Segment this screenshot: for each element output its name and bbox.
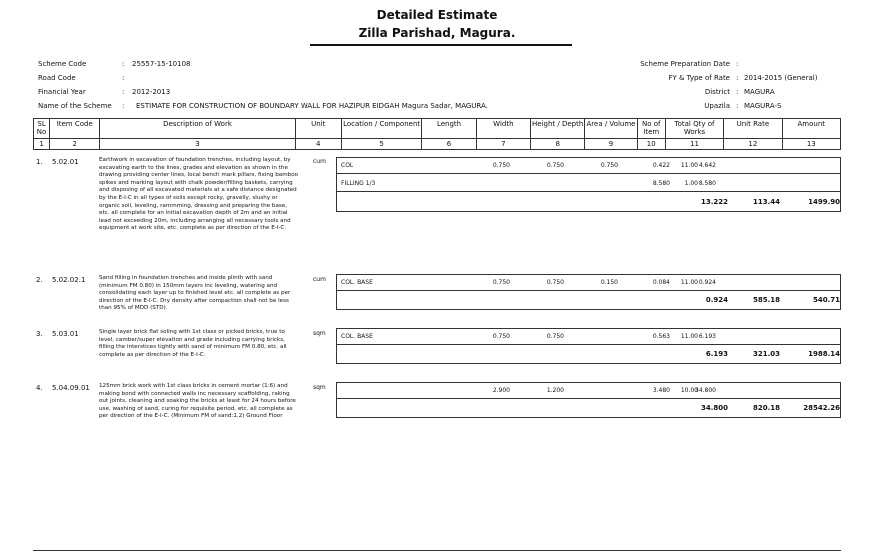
col-header-unit-rate: Unit Rate	[724, 119, 782, 139]
meta-value-scheme-name: ESTIMATE FOR CONSTRUCTION OF BOUNDARY WALL FOR HAZIPUR EIDGAH Magura Sadar, MAGURA.	[136, 102, 488, 110]
col-header-sl: SL No	[34, 119, 50, 139]
cell-area: 0.563	[652, 333, 670, 340]
item-total-row	[337, 192, 840, 212]
total-qty: 6.193	[705, 350, 728, 358]
meta-label-fy-rate: FY & Type of Rate	[668, 74, 730, 82]
total-unit-rate: 820.18	[752, 404, 780, 412]
cell-length: 0.750	[492, 279, 510, 286]
col-header-description: Description of Work	[100, 119, 295, 139]
cell-area: 3.480	[652, 387, 670, 394]
col-header-location: Location / Component	[341, 119, 421, 139]
meta-label-prep-date: Scheme Preparation Date	[640, 60, 730, 68]
total-amount: 28542.26	[803, 404, 840, 412]
item-description: Sand filling in foundation trenches and inside plinth with sand (minimum FM 0.80) in 150mm layers inc leveling, watering and consolidating each layer up to finished level etc. all complete as per direction of the E-I-C. Dry density after compaction shall not be less than 95% of MDD (STD).	[99, 275, 291, 312]
measurement-row	[337, 275, 840, 291]
item-code: 5.02.01	[52, 158, 79, 166]
cell-no-item: 11.00	[680, 162, 698, 169]
item-description: 125mm brick work with 1st class bricks in cement mortar (1:6) and making bond with connected walls inc necessary scaffolding, raking out joints, cleaning and soaking the bricks at least for 24 hours before use, washing of sand, curing for requisite period, etc. all complete as per direction of the E-I-C. (Minimum FM of sand:1.2) Ground Floor	[99, 383, 296, 420]
col-number: 11	[665, 139, 723, 150]
col-number: 5	[341, 139, 421, 150]
meta-value-scheme-code: 25557-15-10108	[132, 60, 191, 68]
total-unit-rate: 585.18	[752, 296, 780, 304]
document-subtitle: Zilla Parishad, Magura.	[358, 26, 516, 40]
meta-colon: :	[736, 88, 739, 96]
col-header-length: Length	[422, 119, 476, 139]
meta-colon: :	[122, 74, 125, 82]
item-code: 5.02.02.1	[52, 276, 86, 284]
cell-no-item: 11.00	[680, 333, 698, 340]
measurement-row	[337, 174, 840, 192]
col-number: 10	[637, 139, 665, 150]
measurement-row	[337, 158, 840, 174]
meta-label-road-code: Road Code	[38, 74, 76, 82]
col-number: 1	[34, 139, 50, 150]
col-header-amount: Amount	[782, 119, 840, 139]
meta-value-upazila: MAGURA-S	[744, 102, 782, 110]
cell-width: 0.750	[546, 162, 564, 169]
cell-total-qty: 8.580	[698, 180, 716, 187]
cell-area: 0.422	[652, 162, 670, 169]
item-total-row	[337, 291, 840, 310]
meta-colon: :	[122, 102, 125, 110]
total-amount: 1499.90	[808, 198, 840, 206]
total-qty: 34.800	[700, 404, 728, 412]
cell-location: COL. BASE	[341, 279, 373, 286]
cell-no-item: 1.00	[684, 180, 698, 187]
cell-height: 0.150	[600, 279, 618, 286]
meta-colon: :	[736, 102, 739, 110]
cell-length: 0.750	[492, 162, 510, 169]
cell-width: 0.750	[546, 279, 564, 286]
col-number: 3	[100, 139, 295, 150]
col-number: 8	[531, 139, 585, 150]
col-number: 6	[422, 139, 476, 150]
cell-area: 0.084	[652, 279, 670, 286]
col-header-height: Height / Depth	[531, 119, 585, 139]
meta-colon: :	[122, 60, 125, 68]
item-unit: sqm	[313, 330, 326, 337]
item-description: Single layer brick flat soling with 1st class or picked bricks, true to level, camber/super elevation and grade including carrying bricks, filling the interstices tightly with sand of minimum FM 0.80, etc. all complete as per direction of the E-I-C.	[99, 329, 287, 358]
item-unit: cum	[313, 276, 326, 283]
measurement-box	[336, 274, 841, 310]
cell-height: 0.750	[600, 162, 618, 169]
col-number: 13	[782, 139, 840, 150]
estimate-header-table	[33, 118, 841, 150]
item-sl: 2.	[36, 276, 43, 284]
cell-length: 0.750	[492, 333, 510, 340]
cell-location: COL. BASE	[341, 333, 373, 340]
measurement-box	[336, 328, 841, 364]
total-unit-rate: 321.03	[752, 350, 780, 358]
col-header-no-item: No of Item	[637, 119, 665, 139]
cell-width: 1.200	[546, 387, 564, 394]
total-qty: 13.222	[700, 198, 728, 206]
cell-area: 8.580	[652, 180, 670, 187]
col-number: 7	[476, 139, 530, 150]
page-bottom-rule	[33, 550, 841, 551]
col-number: 4	[295, 139, 341, 150]
total-amount: 1988.14	[808, 350, 840, 358]
cell-no-item: 11.00	[680, 279, 698, 286]
title-underline	[310, 44, 572, 46]
col-number: 12	[724, 139, 782, 150]
total-unit-rate: 113.44	[752, 198, 780, 206]
cell-location: COL	[341, 162, 354, 169]
meta-value-district: MAGURA	[744, 88, 775, 96]
total-qty: 0.924	[705, 296, 728, 304]
item-unit: cum	[313, 158, 326, 165]
meta-label-upazila: Upazila	[704, 102, 730, 110]
item-total-row	[337, 345, 840, 364]
measurement-box	[336, 382, 841, 418]
col-header-area: Area / Volume	[585, 119, 637, 139]
col-header-item-code: Item Code	[50, 119, 100, 139]
cell-length: 2.900	[492, 387, 510, 394]
col-header-width: Width	[476, 119, 530, 139]
meta-value-financial-year: 2012-2013	[132, 88, 171, 96]
col-number: 9	[585, 139, 637, 150]
column-number-row	[34, 139, 841, 150]
item-total-row	[337, 399, 840, 418]
meta-label-financial-year: Financial Year	[38, 88, 86, 96]
column-header-row	[34, 119, 841, 139]
measurement-box	[336, 157, 841, 212]
cell-total-qty: 0.924	[698, 279, 716, 286]
col-header-unit: Unit	[295, 119, 341, 139]
cell-total-qty: 4.642	[698, 162, 716, 169]
measurement-row	[337, 383, 840, 399]
meta-colon: :	[736, 74, 739, 82]
cell-no-item: 10.00	[680, 387, 698, 394]
item-sl: 3.	[36, 330, 43, 338]
col-number: 2	[50, 139, 100, 150]
item-sl: 1.	[36, 158, 43, 166]
total-amount: 540.71	[812, 296, 840, 304]
cell-width: 0.750	[546, 333, 564, 340]
measurement-row	[337, 329, 840, 345]
item-sl: 4.	[36, 384, 43, 392]
meta-colon: :	[122, 88, 125, 96]
meta-label-district: District	[704, 88, 730, 96]
item-code: 5.03.01	[52, 330, 79, 338]
document-title: Detailed Estimate	[376, 8, 498, 22]
cell-total-qty: 6.193	[698, 333, 716, 340]
meta-value-fy-rate: 2014-2015 (General)	[744, 74, 818, 82]
meta-colon: :	[736, 60, 739, 68]
meta-label-scheme-name: Name of the Scheme	[38, 102, 112, 110]
item-description: Earthwork in excavation of foundation trenches, including layout, by excavating earth to the lines, grades and elevation as shown in the drawing providing center lines, local bench mark pillars, fixing bamboo spikes and marking layout with chalk powder/filling baskets, carrying and disposing of all excavated materials at a safe distance designated by the E-I-C in all types of soils except rocky, gravelly, slushy or organic soil, leveling, rammming, dressing and preparing the base, etc. all complete for an initial excavation depth of 2m and an initial lead not exceeding 20m, including arranging all necessary tools and equipment at work site, etc. complete as per direction of the E-I-C.	[99, 157, 299, 232]
cell-location: FILLING 1/3	[341, 180, 376, 187]
meta-label-scheme-code: Scheme Code	[38, 60, 87, 68]
item-code: 5.04.09.01	[52, 384, 90, 392]
item-unit: sqm	[313, 384, 326, 391]
cell-total-qty: 34.800	[695, 387, 716, 394]
col-header-total-qty: Total Qty of Works	[665, 119, 723, 139]
